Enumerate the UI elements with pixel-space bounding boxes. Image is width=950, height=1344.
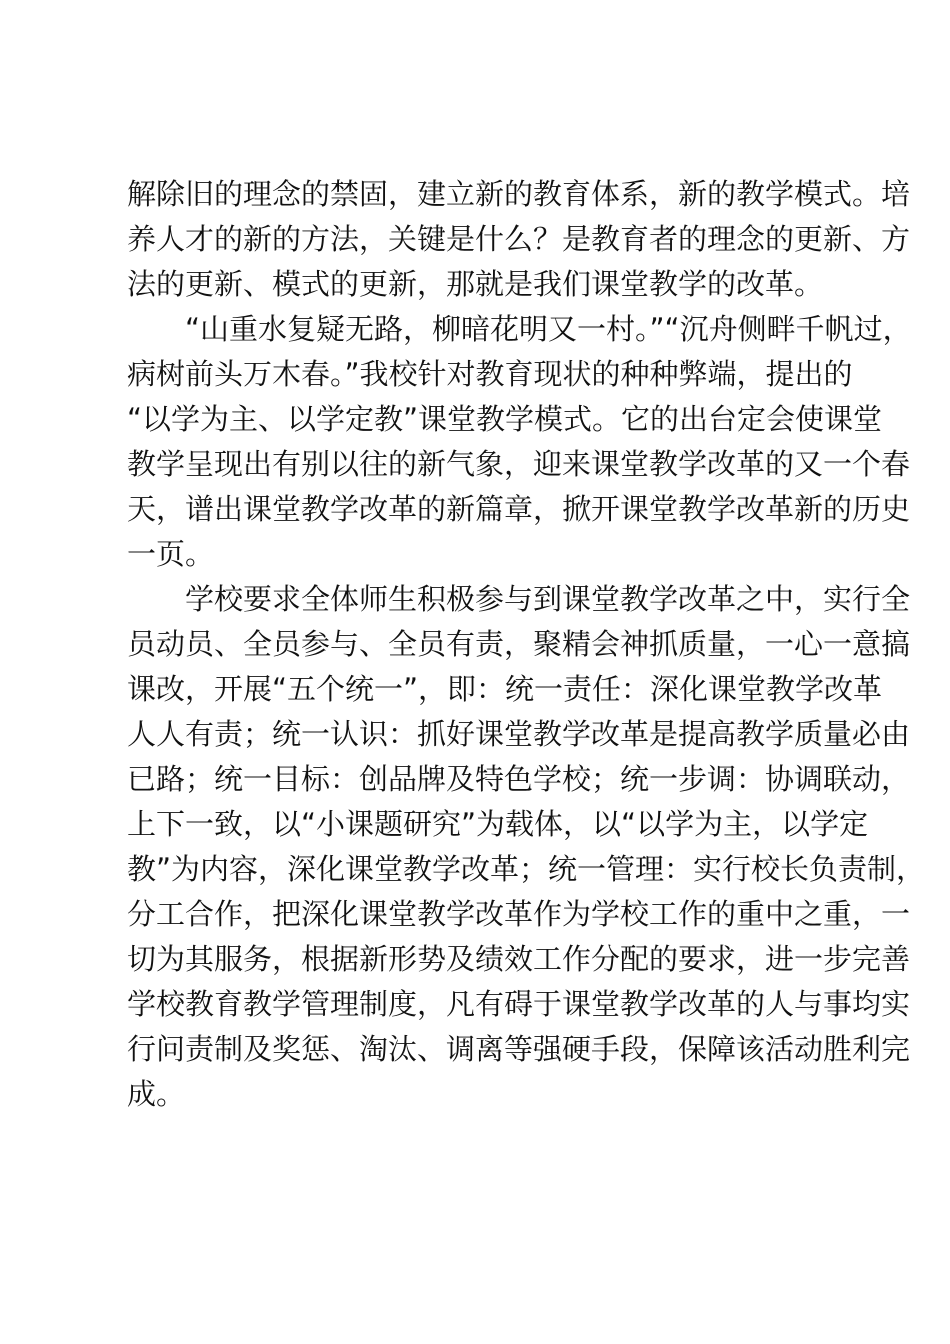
text-line: “山重水复疑无路，柳暗花明又一村。”“沉舟侧畔千帆过， — [127, 312, 912, 346]
text-line: 学校要求全体师生积极参与到课堂教学改革之中，实行全 — [127, 582, 911, 616]
text-line: 员动员、全员参与、全员有责，聚精会神抓质量，一心一意搞 — [127, 627, 911, 661]
body-text — [127, 172, 926, 1117]
text-line: 已路；统一目标：创品牌及特色学校；统一步调：协调联动， — [127, 762, 911, 796]
text-line: “以学为主、以学定教”课堂教学模式。它的出台定会使课堂 — [127, 402, 883, 436]
text-line: 行问责制及奖惩、淘汰、调离等强硬手段，保障该活动胜利完 — [127, 1032, 911, 1066]
text-line: 上下一致，以“小课题研究”为载体，以“以学为主，以学定 — [127, 807, 869, 841]
text-line: 解除旧的理念的禁固，建立新的教育体系，新的教学模式。培 — [127, 177, 911, 211]
text-line: 天，谱出课堂教学改革的新篇章，掀开课堂教学改革新的历史 — [127, 492, 911, 526]
text-line: 养人才的新的方法，关键是什么？是教育者的理念的更新、方 — [127, 222, 911, 256]
text-line: 分工合作，把深化课堂教学改革作为学校工作的重中之重，一 — [127, 897, 911, 931]
text-line: 人人有责；统一认识：抓好课堂教学改革是提高教学质量必由 — [127, 717, 911, 751]
text-line: 一页。 — [127, 537, 215, 571]
text-line: 成。 — [127, 1077, 186, 1111]
text-line: 教学呈现出有别以往的新气象，迎来课堂教学改革的又一个春 — [127, 447, 911, 481]
text-line: 切为其服务，根据新形势及绩效工作分配的要求，进一步完善 — [127, 942, 911, 976]
text-line: 法的更新、模式的更新，那就是我们课堂教学的改革。 — [127, 267, 824, 301]
text-line: 课改，开展“五个统一”，即：统一责任：深化课堂教学改革 — [127, 672, 883, 706]
text-line: 学校教育教学管理制度，凡有碍于课堂教学改革的人与事均实 — [127, 987, 911, 1021]
text-line: 教”为内容，深化课堂教学改革；统一管理：实行校长负责制， — [127, 852, 926, 886]
text-line: 病树前头万木春。”我校针对教育现状的种种弊端，提出的 — [127, 357, 853, 391]
